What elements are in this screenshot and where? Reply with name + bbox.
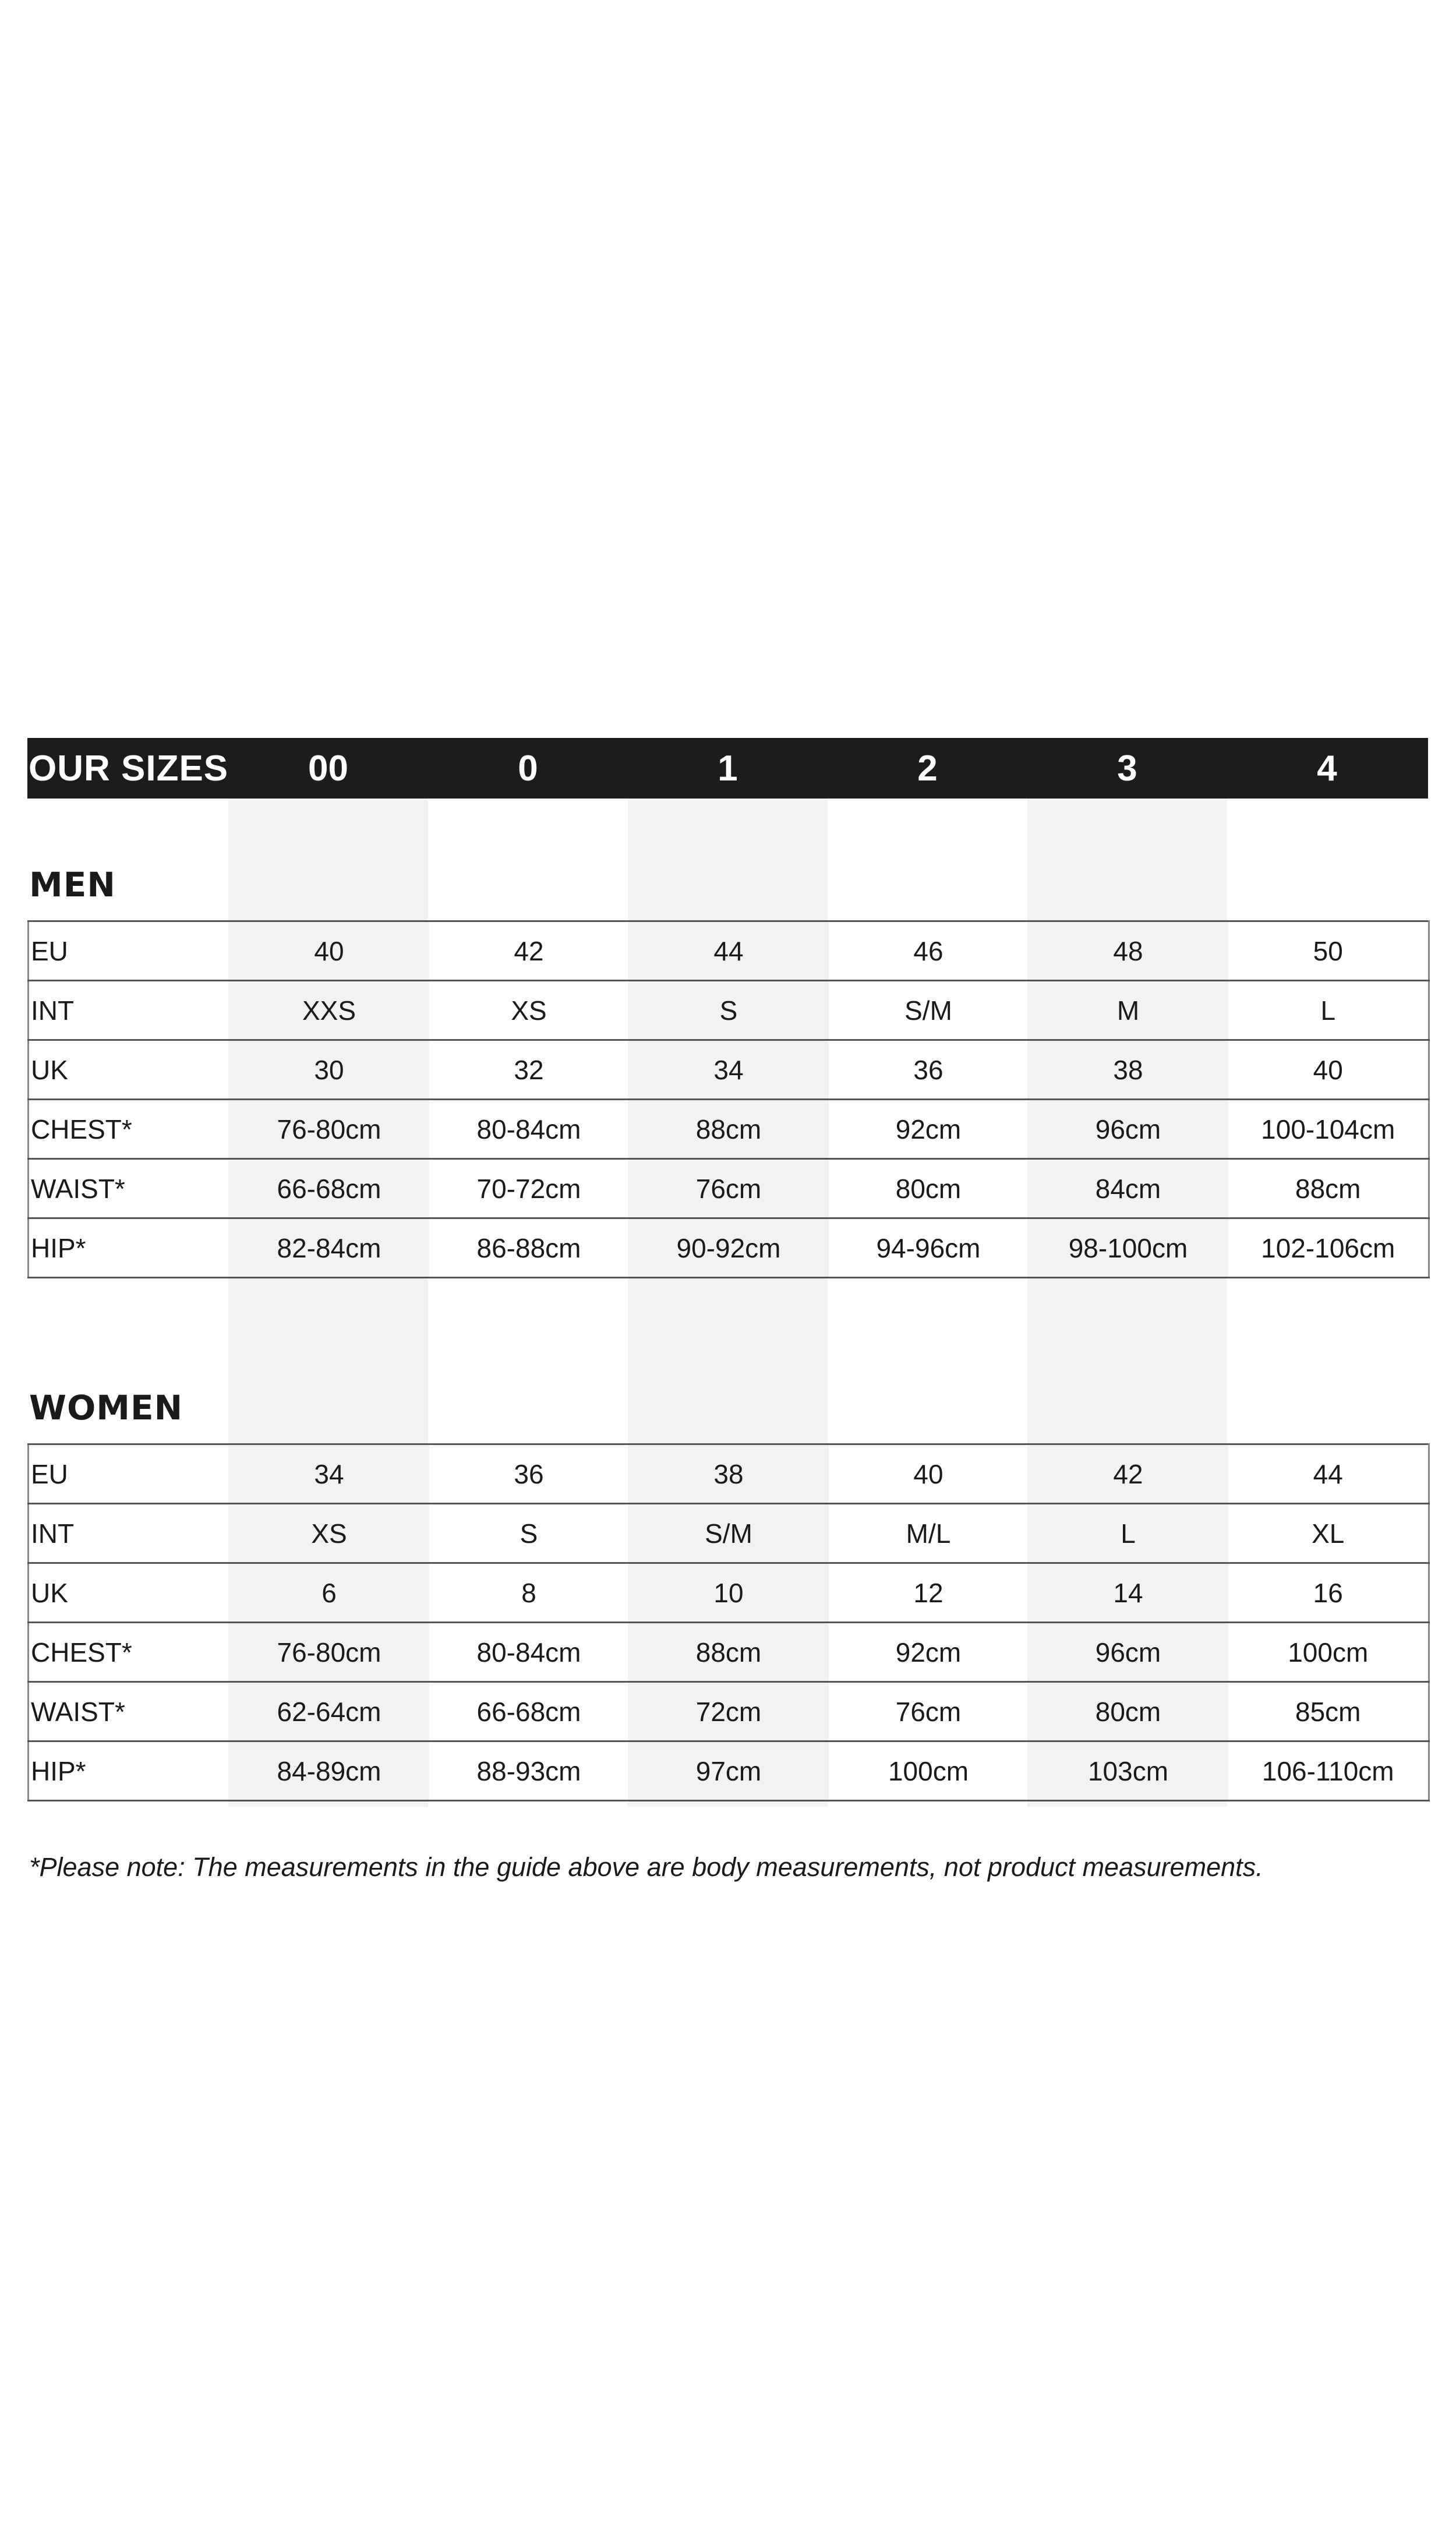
size-cell: 88cm — [629, 1623, 829, 1682]
size-cell: 88-93cm — [429, 1741, 629, 1801]
size-cell: 40 — [829, 1444, 1029, 1504]
table-row — [29, 1159, 1429, 1218]
size-cell: 70-72cm — [429, 1159, 629, 1218]
size-cell: M/L — [829, 1504, 1029, 1563]
size-cell: L — [1228, 981, 1429, 1040]
table-row — [29, 1444, 1429, 1504]
size-cell: 92cm — [829, 1623, 1029, 1682]
size-cell: 10 — [629, 1563, 829, 1623]
size-cell: 92cm — [829, 1100, 1029, 1159]
table-row — [29, 1563, 1429, 1623]
size-cell: 44 — [1228, 1444, 1429, 1504]
size-cell: 106-110cm — [1228, 1741, 1429, 1801]
row-label: EU — [29, 921, 229, 981]
row-label: INT — [29, 1504, 229, 1563]
size-cell: 85cm — [1228, 1682, 1429, 1741]
size-cell: 16 — [1228, 1563, 1429, 1623]
women-size-table — [27, 1443, 1430, 1801]
size-cell: 34 — [229, 1444, 429, 1504]
size-cell: 80cm — [829, 1159, 1029, 1218]
size-cell: 40 — [229, 921, 429, 981]
size-cell: 48 — [1029, 921, 1228, 981]
size-cell: 100cm — [829, 1741, 1029, 1801]
size-cell: 80cm — [1029, 1682, 1228, 1741]
table-row — [29, 1682, 1429, 1741]
table-row — [29, 1504, 1429, 1563]
size-cell: L — [1029, 1504, 1228, 1563]
size-cell: 30 — [229, 1040, 429, 1100]
table-row — [29, 1100, 1429, 1159]
table-row — [29, 1040, 1429, 1100]
size-cell: 103cm — [1029, 1741, 1228, 1801]
women-section-title: WOMEN — [29, 1388, 183, 1428]
row-label: WAIST* — [29, 1159, 229, 1218]
size-cell: XXS — [229, 981, 429, 1040]
size-cell: 36 — [829, 1040, 1029, 1100]
size-cell: 96cm — [1029, 1100, 1228, 1159]
size-cell: 46 — [829, 921, 1029, 981]
size-cell: 102-106cm — [1228, 1218, 1429, 1278]
row-label: CHEST* — [29, 1100, 229, 1159]
size-heading: 00 — [308, 748, 348, 789]
size-cell: S — [629, 981, 829, 1040]
table-row — [29, 1741, 1429, 1801]
size-cell: 62-64cm — [229, 1682, 429, 1741]
size-cell: 100-104cm — [1228, 1100, 1429, 1159]
row-label: WAIST* — [29, 1682, 229, 1741]
row-label: HIP* — [29, 1741, 229, 1801]
size-cell: S/M — [629, 1504, 829, 1563]
size-cell: 82-84cm — [229, 1218, 429, 1278]
size-cell: 94-96cm — [829, 1218, 1029, 1278]
measurement-note: *Please note: The measurements in the guide above are body measurements, not product measurements. — [29, 1852, 1263, 1882]
size-heading: 0 — [518, 748, 538, 789]
table-row — [29, 921, 1429, 981]
size-cell: 76-80cm — [229, 1100, 429, 1159]
size-cell: 38 — [1029, 1040, 1228, 1100]
row-label: UK — [29, 1563, 229, 1623]
size-cell: 50 — [1228, 921, 1429, 981]
size-cell: XS — [429, 981, 629, 1040]
size-cell: 97cm — [629, 1741, 829, 1801]
size-cell: XS — [229, 1504, 429, 1563]
size-heading: 3 — [1117, 748, 1137, 789]
size-heading: 4 — [1317, 748, 1337, 789]
row-label: CHEST* — [29, 1623, 229, 1682]
size-cell: 34 — [629, 1040, 829, 1100]
size-cell: M — [1029, 981, 1228, 1040]
size-cell: 98-100cm — [1029, 1218, 1228, 1278]
header-label: OUR SIZES — [29, 748, 229, 789]
size-header-bar — [27, 738, 1428, 799]
table-row — [29, 981, 1429, 1040]
size-heading: 2 — [917, 748, 938, 789]
row-label: EU — [29, 1444, 229, 1504]
size-cell: 14 — [1029, 1563, 1228, 1623]
men-section-title: MEN — [29, 865, 116, 905]
size-cell: 44 — [629, 921, 829, 981]
size-cell: 66-68cm — [229, 1159, 429, 1218]
size-cell: 42 — [1029, 1444, 1228, 1504]
size-cell: 8 — [429, 1563, 629, 1623]
size-heading: 1 — [718, 748, 738, 789]
table-row — [29, 1218, 1429, 1278]
size-cell: 38 — [629, 1444, 829, 1504]
size-cell: S/M — [829, 981, 1029, 1040]
size-cell: S — [429, 1504, 629, 1563]
size-cell: 84-89cm — [229, 1741, 429, 1801]
size-cell: 76cm — [829, 1682, 1029, 1741]
size-cell: 72cm — [629, 1682, 829, 1741]
size-cell: 6 — [229, 1563, 429, 1623]
size-cell: 88cm — [629, 1100, 829, 1159]
size-cell: 80-84cm — [429, 1100, 629, 1159]
row-label: HIP* — [29, 1218, 229, 1278]
size-cell: 32 — [429, 1040, 629, 1100]
size-cell: 76cm — [629, 1159, 829, 1218]
men-size-table — [27, 920, 1430, 1278]
size-cell: 88cm — [1228, 1159, 1429, 1218]
size-cell: 80-84cm — [429, 1623, 629, 1682]
row-label: UK — [29, 1040, 229, 1100]
row-label: INT — [29, 981, 229, 1040]
size-cell: 90-92cm — [629, 1218, 829, 1278]
size-cell: 36 — [429, 1444, 629, 1504]
size-cell: 100cm — [1228, 1623, 1429, 1682]
size-cell: 12 — [829, 1563, 1029, 1623]
size-cell: 84cm — [1029, 1159, 1228, 1218]
size-cell: XL — [1228, 1504, 1429, 1563]
size-cell: 76-80cm — [229, 1623, 429, 1682]
size-cell: 86-88cm — [429, 1218, 629, 1278]
size-cell: 96cm — [1029, 1623, 1228, 1682]
size-cell: 40 — [1228, 1040, 1429, 1100]
table-row — [29, 1623, 1429, 1682]
size-cell: 66-68cm — [429, 1682, 629, 1741]
size-cell: 42 — [429, 921, 629, 981]
